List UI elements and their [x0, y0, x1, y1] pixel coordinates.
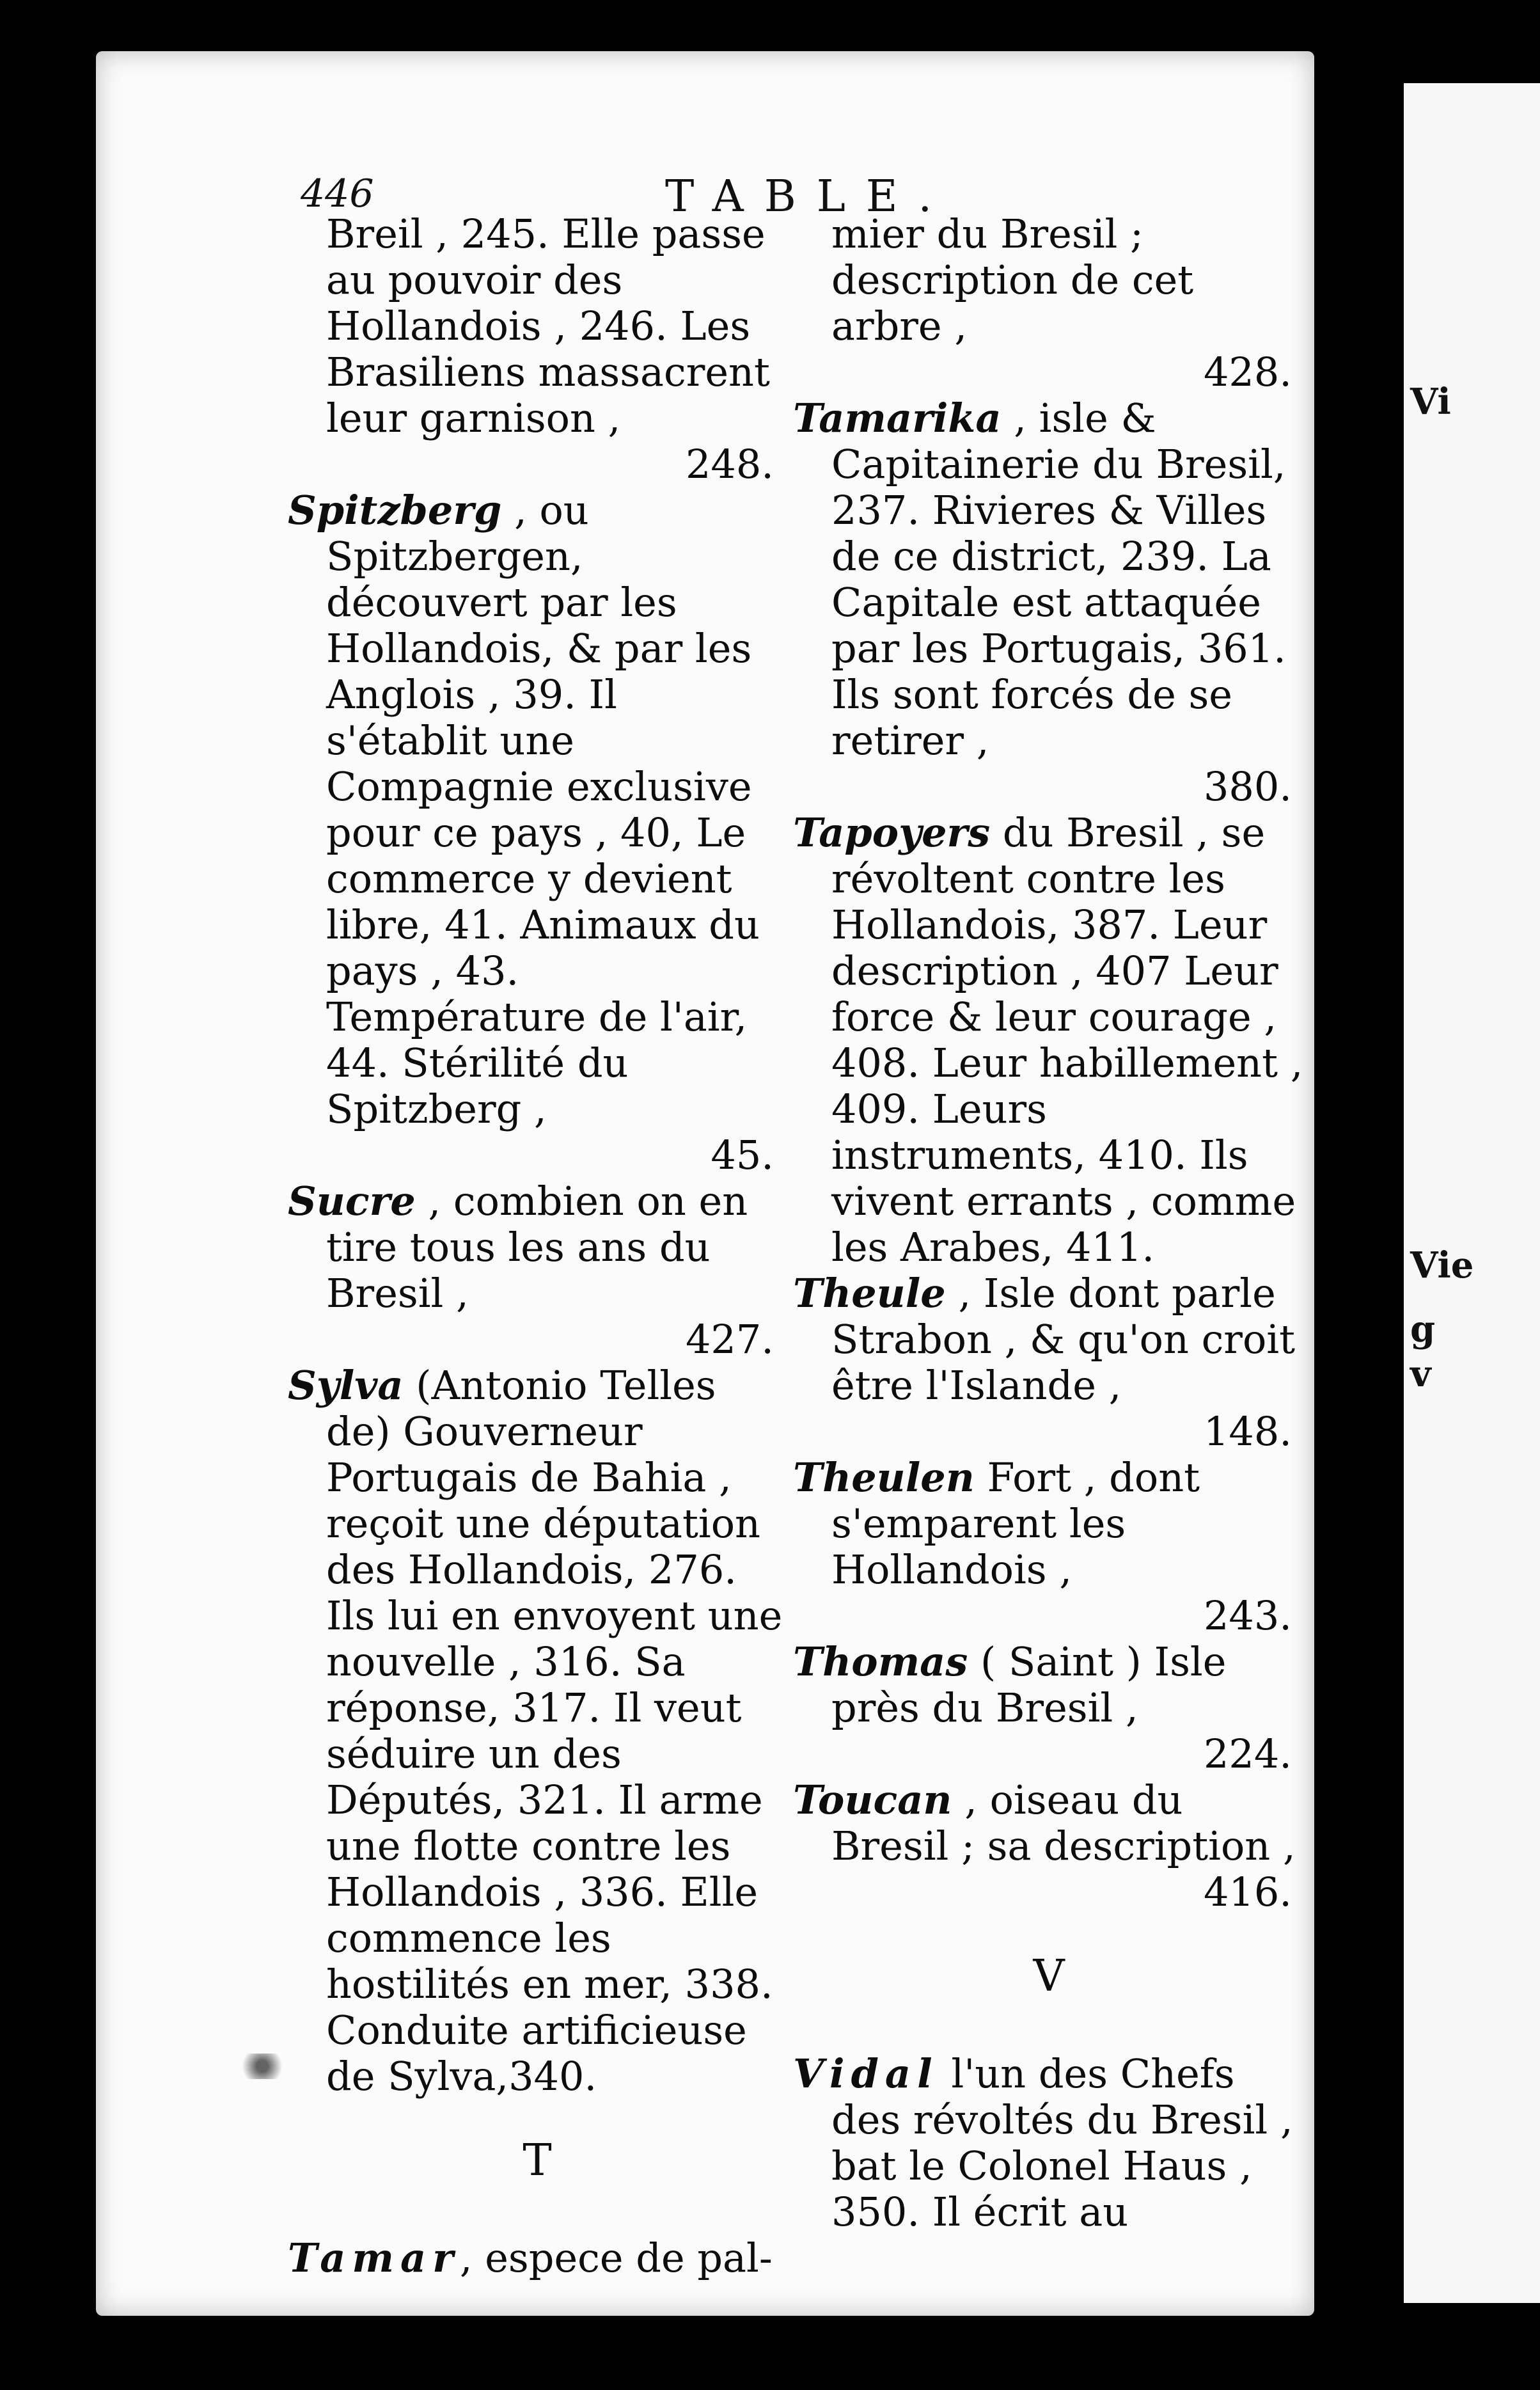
- entry-text: (Antonio Telles de) Gouverneur Portugais de Bahia , reçoit une députation des Hollandois, 276. Ils lui en envoyent une nouvelle , 316. Sa réponse, 317. Il veut séduire un des Députés, 321. Il arme une flotte contre les Hollandois , 336. Elle commence les hostilités en mer, 338. Conduite artificieuse de Sylva,340.: [326, 1362, 783, 2100]
- index-entry: [288, 1178, 787, 1363]
- page-number: 446: [301, 171, 374, 216]
- page-ref: 224.: [1203, 1730, 1292, 1777]
- right-column: [793, 211, 1305, 2235]
- entry-headword: Toucan: [793, 1777, 952, 1823]
- section-letter: V: [1033, 1951, 1065, 2002]
- adjacent-page-fragment: Vie: [1410, 1244, 1474, 1286]
- index-entry: [288, 1363, 787, 2100]
- index-entry: [793, 1455, 1305, 1639]
- index-entry: [793, 2051, 1305, 2235]
- entry-headword: Thomas: [793, 1638, 968, 1685]
- continuation-text-body: mier du Bresil ; description de cet arbre ,: [831, 210, 1194, 349]
- entry-text: du Bresil , se révoltent contre les Hollandois, 387. Leur description , 407 Leur force & leur courage , 408. Leur habillement , 409. Leurs instruments, 410. Ils vivent errants , comme les Arabes, 411.: [831, 809, 1303, 1270]
- adjacent-page-fragment: Vi: [1410, 381, 1451, 423]
- entry-headword: Vidal: [793, 2050, 939, 2097]
- continuation-text: [793, 211, 1305, 395]
- adjacent-page-fragment: g: [1410, 1308, 1436, 1350]
- entry-headword: Tamar: [288, 2235, 460, 2281]
- page-ref: 380.: [1203, 763, 1292, 810]
- page-ref: 243.: [1203, 1592, 1292, 1639]
- continuation-text-body: Breil , 245. Elle passe au pouvoir des Hollandois , 246. Les Brasiliens massacrent leur garnison ,: [326, 210, 770, 441]
- page-ref: 248.: [685, 441, 774, 487]
- entry-headword: Spitzberg: [288, 487, 502, 534]
- entry-headword: Sucre: [288, 1178, 416, 1224]
- entry-headword: Tapoyers: [793, 809, 991, 856]
- index-entry: [288, 487, 787, 1178]
- entry-text: , ou Spitzbergen, découvert par les Hollandois, & par les Anglois , 39. Il s'établit une Compagnie exclusive pour ce pays , 40, Le commerce y devient libre, 41. Animaux du pays , 43. Température de l'air, 44. Stérilité du Spitzberg ,: [326, 487, 760, 1132]
- entry-text: , combien on en tire tous les ans du Bresil ,: [326, 1178, 748, 1317]
- entry-text: ( Saint ) Isle près du Bresil ,: [831, 1638, 1227, 1731]
- entry-text: Fort , dont s'emparent les Hollandois ,: [831, 1454, 1200, 1593]
- entry-headword: Tamarika: [793, 395, 1002, 441]
- entry-text: l'un des Chefs des révoltés du Bresil , bat le Colonel Haus , 350. Il écrit au: [831, 2050, 1293, 2235]
- page-ref: 45.: [711, 1132, 774, 1178]
- page-header-title: TABLE.: [665, 171, 953, 222]
- left-column: [288, 211, 787, 2281]
- index-entry: [793, 395, 1305, 810]
- index-entry: [793, 1639, 1305, 1777]
- page-ref: 416.: [1203, 1869, 1292, 1915]
- entry-headword: Sylva: [288, 1362, 404, 1409]
- continuation-text: [288, 211, 787, 487]
- page-ref: 428.: [1203, 349, 1292, 395]
- index-entry: [793, 1270, 1305, 1455]
- page-ref: 148.: [1203, 1408, 1292, 1455]
- section-letter: T: [522, 2135, 552, 2186]
- adjacent-page-fragment: v: [1410, 1353, 1431, 1395]
- ink-smudge: [237, 2054, 288, 2079]
- index-entry: [288, 2235, 787, 2281]
- entry-headword: Theule: [793, 1270, 946, 1317]
- entry-headword: Theulen: [793, 1454, 975, 1501]
- index-entry: [793, 1777, 1305, 1915]
- index-entry: [793, 810, 1305, 1270]
- entry-text: , oiseau du Bresil ; sa description ,: [831, 1777, 1296, 1869]
- entry-text: , isle & Capitainerie du Bresil, 237. Rivieres & Villes de ce district, 239. La Capitale est attaquée par les Portugais, 361. Ils sont forcés de se retirer ,: [831, 395, 1286, 764]
- entry-text: , espece de pal-: [459, 2235, 773, 2281]
- page-ref: 427.: [685, 1316, 774, 1363]
- entry-text: , Isle dont parle Strabon , & qu'on croit être l'Islande ,: [831, 1270, 1296, 1409]
